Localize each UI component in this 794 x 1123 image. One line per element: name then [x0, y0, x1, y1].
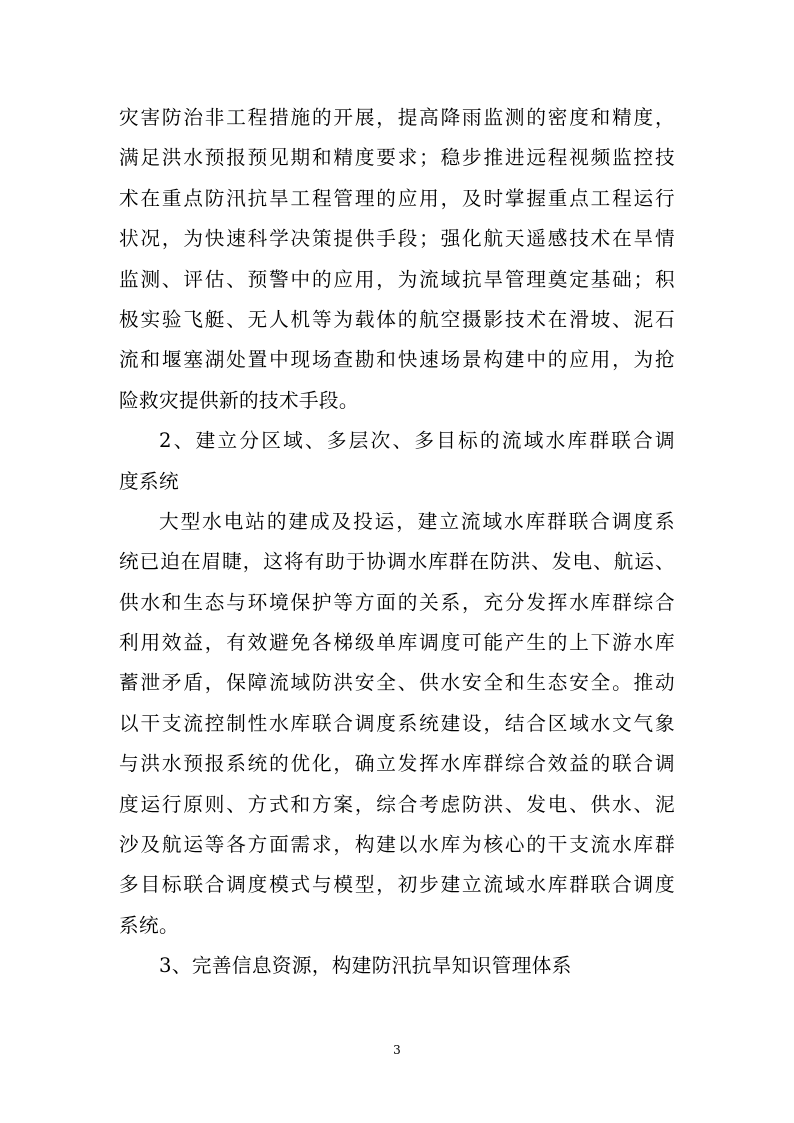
text-line: 满足洪水预报预见期和精度要求；稳步推进远程视频监控技 [119, 146, 675, 170]
text-line: 监测、评估、预警中的应用，为流域抗旱管理奠定基础；积 [119, 267, 675, 291]
text-line: 利用效益，有效避免各梯级单库调度可能产生的上下游水库 [119, 631, 675, 655]
text-line: 蓄泄矛盾，保障流域防洪安全、供水安全和生态安全。推动 [119, 671, 675, 695]
text-line: 极实验飞艇、无人机等为载体的航空摄影技术在滑坡、泥石 [119, 307, 675, 331]
text-line: 术在重点防汛抗旱工程管理的应用，及时掌握重点工程运行 [119, 186, 675, 210]
text-line: 险救灾提供新的技术手段。 [119, 388, 359, 412]
text-line: 沙及航运等各方面需求，构建以水库为核心的干支流水库群 [119, 833, 675, 857]
document-body [119, 98, 675, 987]
section-heading: 3、完善信息资源，构建防汛抗旱知识管理体系 [159, 954, 572, 978]
text-line: 度运行原则、方式和方案，综合考虑防洪、发电、供水、泥 [119, 792, 675, 816]
text-line: 系统。 [119, 913, 179, 937]
text-line: 与洪水预报系统的优化，确立发挥水库群综合效益的联合调 [119, 752, 675, 776]
text-line: 多目标联合调度模式与模型，初步建立流域水库群联合调度 [119, 873, 675, 897]
section-heading-continued: 度系统 [119, 469, 179, 493]
text-line: 以干支流控制性水库联合调度系统建设，结合区域水文气象 [119, 711, 675, 735]
section-heading: 2、建立分区域、多层次、多目标的流域水库群联合调 [159, 429, 675, 453]
paragraph-first-line: 大型水电站的建成及投运，建立流域水库群联合调度系 [159, 509, 675, 533]
text-line: 灾害防治非工程措施的开展，提高降雨监测的密度和精度， [119, 106, 675, 129]
text-line: 状况，为快速科学决策提供手段；强化航天遥感技术在旱情 [119, 227, 675, 251]
text-line: 统已迫在眉睫，这将有助于协调水库群在防洪、发电、航运、 [119, 550, 675, 574]
text-line: 供水和生态与环境保护等方面的关系，充分发挥水库群综合 [119, 590, 675, 614]
page-number: 3 [393, 1043, 401, 1057]
text-line: 流和堰塞湖处置中现场查勘和快速场景构建中的应用，为抢 [119, 348, 675, 372]
